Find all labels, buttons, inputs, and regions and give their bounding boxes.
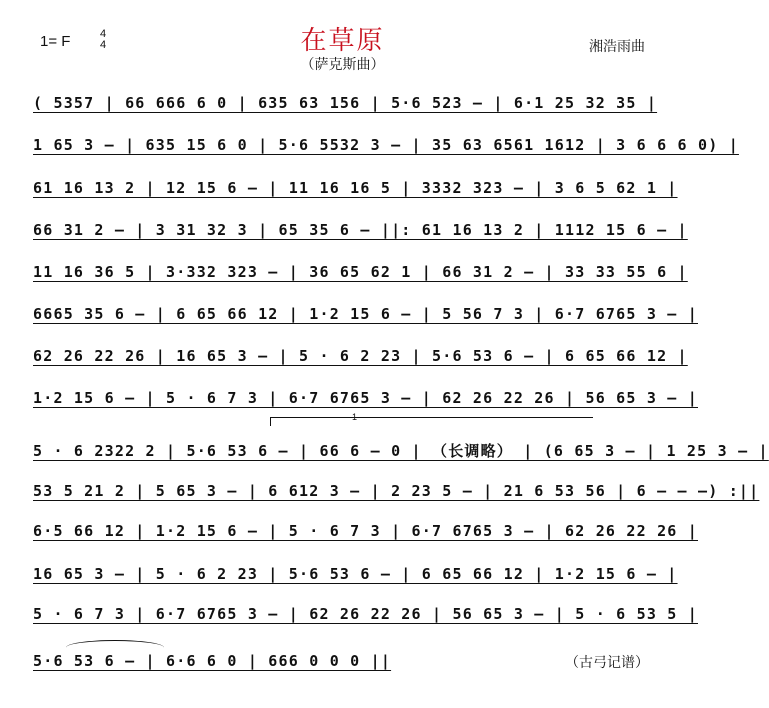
page-title: 在草原 (300, 26, 385, 56)
meter-top: 4 (100, 28, 107, 40)
composer-credit: 湘浩雨曲 (589, 39, 645, 55)
score-line: 1·2 15 6 – | 5 · 6 7 3 | 6·7 6765 3 – | 62 26 22 26 | 56 65 3 – | (33, 389, 698, 407)
score-line: ( 5357 | 66 666 6 0 | 635 63 156 | 5·6 523 – | 6·1 25 32 35 | (33, 94, 658, 112)
volta-number: 1 (352, 412, 358, 422)
score-line: 5·6 53 6 – | 6·6 6 0 | 666 0 0 0 || (33, 652, 392, 670)
slur-mark (66, 640, 164, 655)
page-subtitle: （萨克斯曲） (300, 57, 385, 73)
score-line: 6·5 66 12 | 1·2 15 6 – | 5 · 6 7 3 | 6·7 6765 3 – | 62 26 22 26 | (33, 522, 698, 540)
score-line: 62 26 22 26 | 16 65 3 – | 5 · 6 2 23 | 5·6 53 6 – | 6 65 66 12 | (33, 347, 688, 365)
key-signature: 1= F (40, 33, 71, 50)
score-line: 5 · 6 7 3 | 6·7 6765 3 – | 62 26 22 26 | 56 65 3 – | 5 · 6 53 5 | (33, 605, 698, 623)
score-line: 66 31 2 – | 3 31 32 3 | 65 35 6 – ||: 61 16 13 2 | 1112 15 6 – | (33, 221, 688, 239)
score-line: 6665 35 6 – | 6 65 66 12 | 1·2 15 6 – | 5 56 7 3 | 6·7 6765 3 – | (33, 305, 698, 323)
score-line: 11 16 36 5 | 3·332 323 – | 36 65 62 1 | 66 31 2 – | 33 33 55 6 | (33, 263, 688, 281)
score-line: 61 16 13 2 | 12 15 6 – | 11 16 16 5 | 3332 323 – | 3 6 5 62 1 | (33, 179, 678, 197)
score-line: 1 65 3 – | 635 15 6 0 | 5·6 5532 3 – | 35 63 6561 1612 | 3 6 6 6 0) | (33, 136, 739, 154)
score-line: 53 5 21 2 | 5 65 3 – | 6 612 3 – | 2 23 5 – | 21 6 53 56 | 6 – – –) :|| (33, 482, 760, 500)
score-line: 5 · 6 2322 2 | 5·6 53 6 – | 66 6 – 0 | （长调略） | (6 65 3 – | 1 25 3 – | (33, 442, 769, 460)
meter-bottom: 4 (100, 39, 107, 51)
score-line: 16 65 3 – | 5 · 6 2 23 | 5·6 53 6 – | 6 65 66 12 | 1·2 15 6 – | (33, 565, 678, 583)
volta-bracket (270, 417, 593, 426)
transcriber-credit: （古弓记谱） (565, 655, 649, 671)
